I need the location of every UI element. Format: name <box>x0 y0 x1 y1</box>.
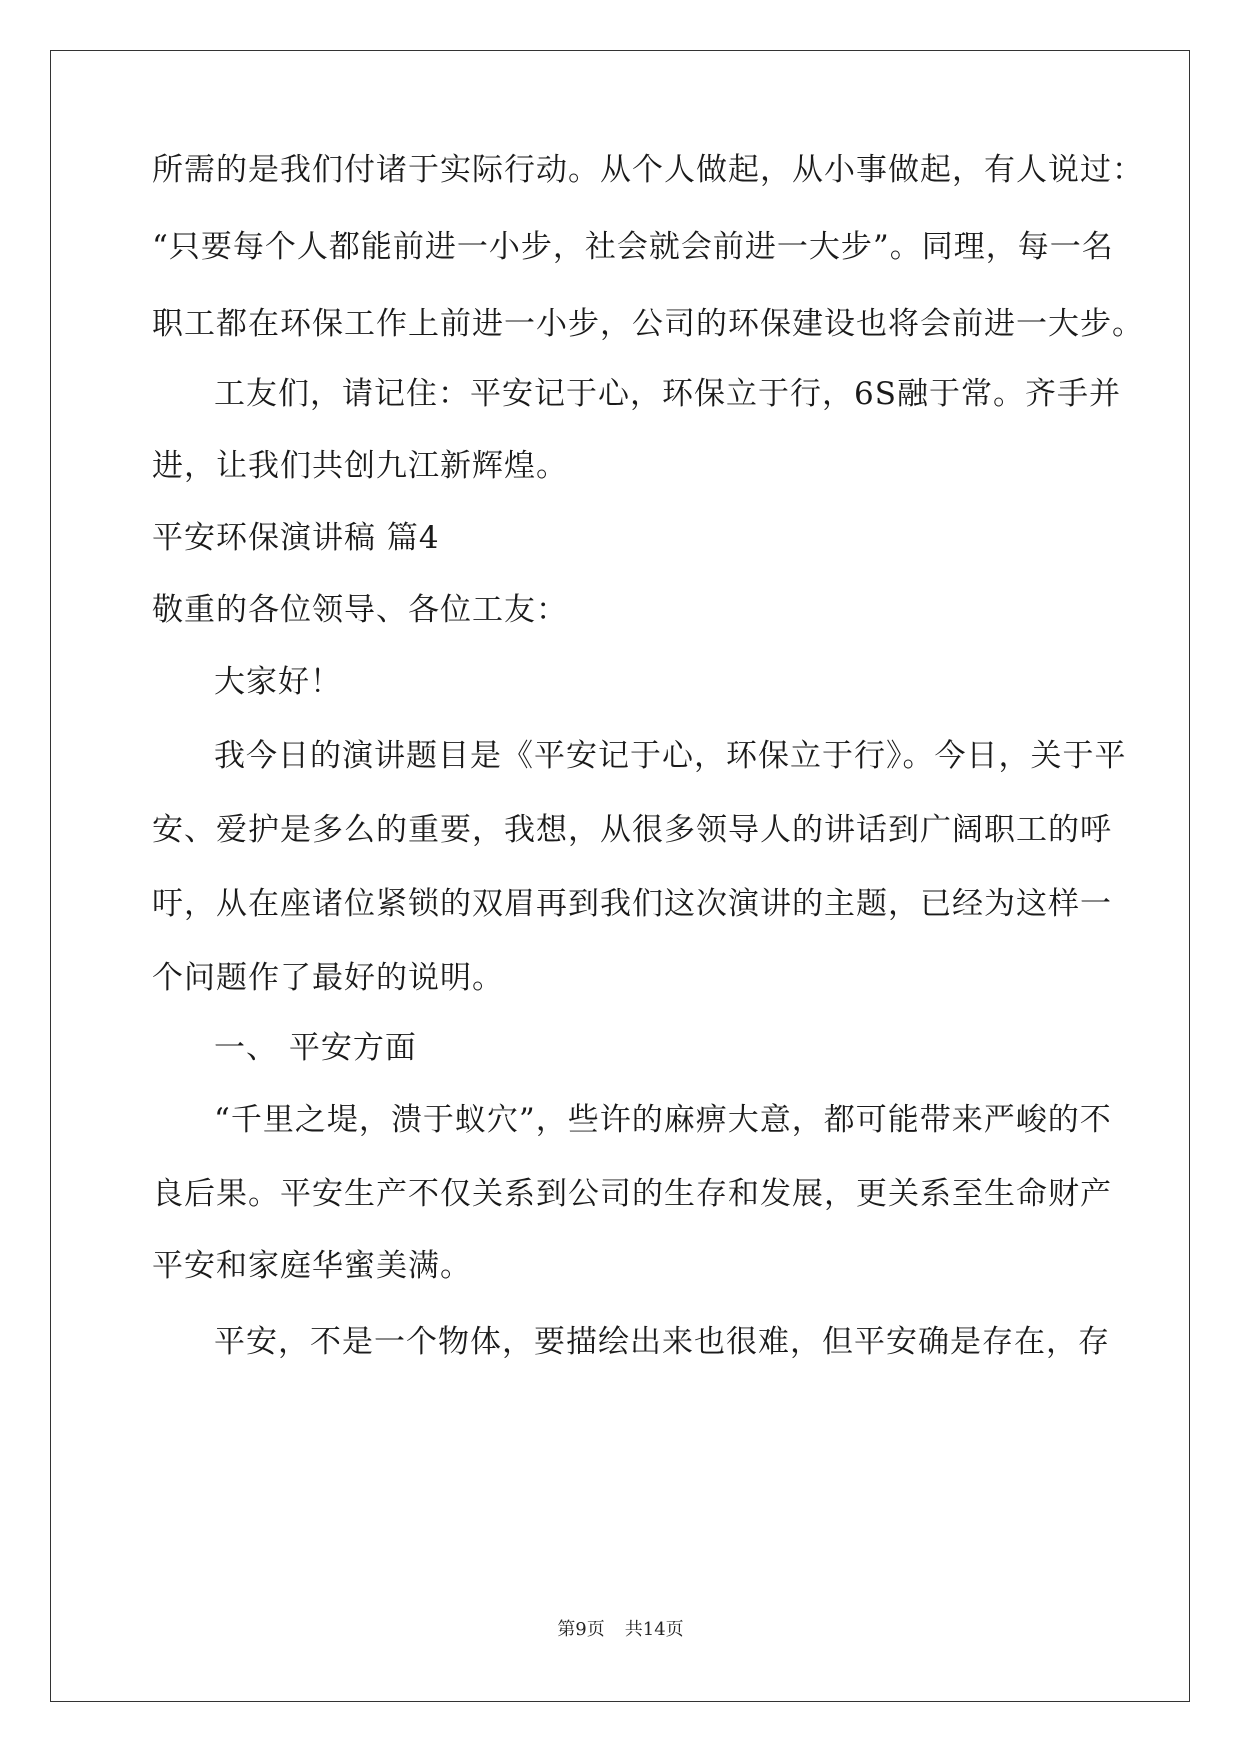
paragraph-line: 平安，不是一个物体，要描绘出来也很难，但平安确是存在，存 <box>214 1324 1110 1360</box>
subsection-heading: 一、 平安方面 <box>214 1030 417 1066</box>
paragraph-line: 职工都在环保工作上前进一小步，公司的环保建设也将会前进一大步。 <box>152 306 1144 342</box>
page-border <box>50 50 1190 1702</box>
page-footer <box>0 1618 1241 1642</box>
greeting: 大家好！ <box>214 664 342 700</box>
paragraph-line: 工友们，请记住：平安记于心，环保立于行，6S融于常。齐手并 <box>214 376 1121 412</box>
paragraph-line: 安、爱护是多么的重要，我想，从很多领导人的讲话到广阔职工的呼 <box>152 812 1112 848</box>
paragraph-line: 个问题作了最好的说明。 <box>152 960 504 996</box>
section-heading: 平安环保演讲稿 篇4 <box>152 520 440 556</box>
salutation: 敬重的各位领导、各位工友： <box>152 592 568 628</box>
paragraph-line: 平安和家庭华蜜美满。 <box>152 1248 472 1284</box>
paragraph-line: 我今日的演讲题目是《平安记于心，环保立于行》。今日，关于平 <box>214 738 1127 774</box>
paragraph-line: 所需的是我们付诸于实际行动。从个人做起，从小事做起，有人说过： <box>152 152 1144 188</box>
paragraph-line: 吁，从在座诸位紧锁的双眉再到我们这次演讲的主题，已经为这样一 <box>152 886 1112 922</box>
paragraph-line: “千里之堤，溃于蚁穴”，些许的麻痹大意，都可能带来严峻的不 <box>214 1102 1112 1138</box>
page-total: 共14页 <box>624 1619 684 1640</box>
page-number: 第9页 <box>557 1619 605 1640</box>
paragraph-line: 进，让我们共创九江新辉煌。 <box>152 448 568 484</box>
paragraph-line: 良后果。平安生产不仅关系到公司的生存和发展，更关系至生命财产 <box>152 1176 1112 1212</box>
paragraph-line: “只要每个人都能前进一小步，社会就会前进一大步”。同理，每一名 <box>152 229 1114 265</box>
